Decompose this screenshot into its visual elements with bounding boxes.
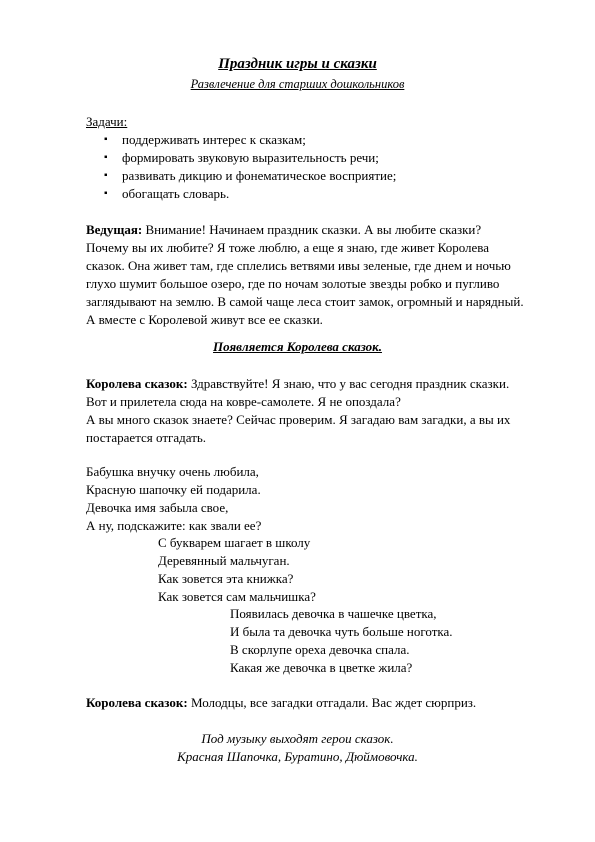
riddle-line: Как зовется эта книжка? xyxy=(158,571,294,586)
task-item: развивать дикцию и фонематическое восприятие; xyxy=(122,168,397,183)
riddle-line: Появилась девочка в чашечке цветка, xyxy=(230,606,437,621)
riddle-line: Бабушка внучку очень любила, xyxy=(86,464,259,479)
riddle-line: Как зовется сам мальчишка? xyxy=(158,589,316,604)
queen-line xyxy=(86,694,476,712)
tasks-heading: Задачи: xyxy=(86,114,128,129)
queen-line xyxy=(86,375,509,393)
riddle-line: Девочка имя забыла свое, xyxy=(86,500,229,515)
stage-direction: Под музыку выходят герои сказок. xyxy=(201,731,394,746)
riddle-line: Какая же девочка в цветке жила? xyxy=(230,660,413,675)
page-subtitle: Развлечение для старших дошкольников xyxy=(190,77,405,91)
task-item: формировать звуковую выразительность речи; xyxy=(122,150,379,165)
page-title: Праздник игры и сказки xyxy=(218,56,377,72)
queen-speaker: Королева сказок: xyxy=(86,695,188,710)
host-speaker: Ведущая: xyxy=(86,222,143,237)
queen-speaker: Королева сказок: xyxy=(86,376,188,391)
host-line: А вместе с Королевой живут все ее сказки. xyxy=(86,312,323,327)
riddle-line: И была та девочка чуть больше ноготка. xyxy=(230,624,453,639)
queen-line: Вот и прилетела сюда на ковре-самолете. Я не опоздала? xyxy=(86,394,401,409)
queen-text: Молодцы, все загадки отгадали. Вас ждет сюрприз. xyxy=(187,695,477,710)
riddle-line: С букварем шагает в школу xyxy=(158,535,311,550)
host-line xyxy=(86,221,481,239)
riddle-line: А ну, подскажите: как звали ее? xyxy=(86,518,262,533)
host-text: Внимание! Начинаем праздник сказки. А вы любите сказки? xyxy=(142,222,482,237)
host-line: глухо шумит большое озеро, где по ночам золотые звезды робко и пугливо xyxy=(86,276,500,291)
queen-text: Здравствуйте! Я знаю, что у вас сегодня праздник сказки. xyxy=(187,376,510,391)
bullet-icon: ▪ xyxy=(104,170,108,181)
bullet-icon: ▪ xyxy=(104,188,108,199)
riddle-line: Деревянный мальчуган. xyxy=(158,553,290,568)
task-item: обогащать словарь. xyxy=(122,186,230,201)
queen-line: А вы много сказок знаете? Сейчас проверим. Я загадаю вам загадки, а вы их xyxy=(86,412,511,427)
host-line: сказок. Она живет там, где сплелись ветвями ивы зеленые, где днем и ночью xyxy=(86,258,511,273)
bullet-icon: ▪ xyxy=(104,152,108,163)
task-item: поддерживать интерес к сказкам; xyxy=(122,132,306,147)
stage-direction: Красная Шапочка, Буратино, Дюймовочка. xyxy=(177,749,418,764)
host-line: Почему вы их любите? Я тоже люблю, а еще я знаю, где живет Королева xyxy=(86,240,490,255)
queen-line: постарается отгадать. xyxy=(86,430,207,445)
stage-direction: Появляется Королева сказок. xyxy=(213,339,382,354)
riddle-line: Красную шапочку ей подарила. xyxy=(86,482,261,497)
bullet-icon: ▪ xyxy=(104,134,108,145)
riddle-line: В скорлупе ореха девочка спала. xyxy=(230,642,410,657)
host-line: заглядывают на землю. В самой чаще леса стоит замок, огромный и нарядный. xyxy=(86,294,524,309)
